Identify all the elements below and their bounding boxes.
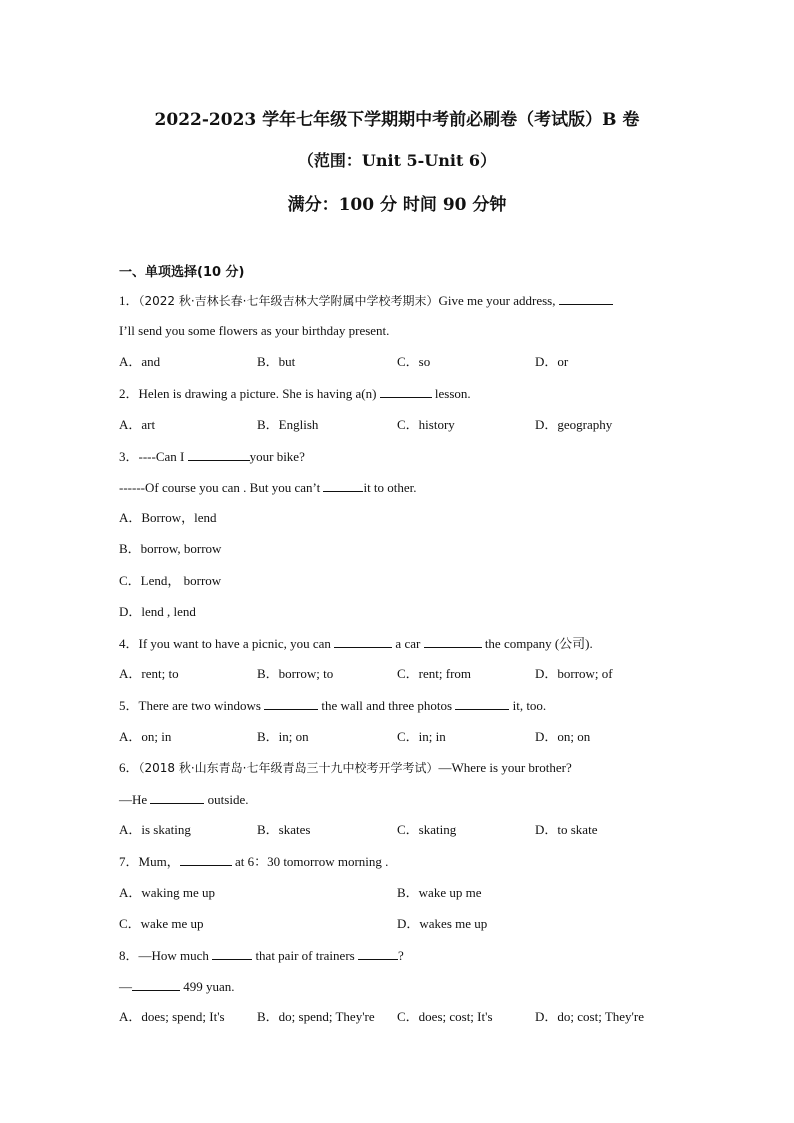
option-a: A．on; in: [119, 729, 172, 744]
question-6: [119, 760, 572, 776]
question-number: 2．: [119, 386, 139, 401]
question-text: it to other.: [363, 480, 417, 495]
question-number: 6．: [119, 760, 139, 775]
question-text: a car: [392, 636, 424, 651]
question-source: （2022 秋·吉林长春·七年级吉林大学附属中学校考期末）: [138, 294, 439, 308]
option-b: B．in; on: [257, 729, 309, 744]
section-heading: 一、单项选择(10 分): [119, 265, 245, 280]
option-c: C．history: [397, 417, 455, 432]
question-text: the company (公司).: [481, 636, 593, 651]
answer-blank: [264, 697, 318, 710]
question-5: [119, 697, 546, 714]
question-text: that pair of trainers: [252, 948, 358, 963]
option-c: C．skating: [397, 822, 457, 837]
question-number: 3．: [119, 449, 139, 464]
option-d: D．geography: [535, 417, 613, 432]
question-source: （2018 秋·山东青岛·七年级青岛三十九中校考开学考试）: [138, 761, 439, 775]
option-b: B．borrow; to: [257, 666, 334, 681]
question-1-continued: I’ll send you some flowers as your birthday present.: [119, 323, 390, 338]
question-text: ------Of course you can . But you can’t: [119, 480, 324, 495]
option-c: C．wake me up: [119, 916, 204, 931]
option-b: B．borrow, borrow: [119, 541, 222, 556]
answer-blank: [323, 479, 363, 492]
option-a: A．waking me up: [119, 885, 216, 900]
answer-blank: [188, 448, 250, 461]
question-1: [119, 292, 613, 309]
question-6-reply: [119, 791, 248, 808]
option-b: B．skates: [257, 822, 311, 837]
answer-blank: [380, 385, 432, 398]
question-3-reply: [119, 479, 417, 496]
question-7: [119, 853, 388, 870]
question-2: [119, 385, 471, 402]
question-8-reply: [119, 978, 235, 995]
answer-blank: [212, 947, 252, 960]
question-text: Helen is drawing a picture. She is having a(n): [138, 386, 380, 401]
question-4: [119, 635, 593, 652]
option-b: B．but: [257, 354, 296, 369]
option-d: D．or: [535, 354, 569, 369]
option-d: D．do; cost; They're: [535, 1009, 644, 1024]
question-number: 5．: [119, 698, 139, 713]
option-b: B．wake up me: [397, 885, 482, 900]
question-text: the wall and three photos: [318, 698, 456, 713]
option-a: A．does; spend; It's: [119, 1009, 225, 1024]
question-text: outside.: [204, 792, 249, 807]
question-text: Give me your address,: [438, 293, 559, 308]
question-text: ?: [397, 948, 404, 963]
option-a: A．art: [119, 417, 156, 432]
answer-blank: [559, 292, 613, 305]
exam-range: （范围：Unit 5-Unit 6）: [297, 151, 497, 170]
answer-blank: [180, 853, 232, 866]
question-text: ----Can I: [138, 449, 188, 464]
question-text: —He: [119, 792, 151, 807]
option-a: A．and: [119, 354, 161, 369]
question-number: 7．: [119, 854, 139, 869]
option-a: A．rent; to: [119, 666, 179, 681]
option-c: C．does; cost; It's: [397, 1009, 493, 1024]
question-text: 499 yuan.: [180, 979, 235, 994]
question-text: lesson.: [431, 386, 471, 401]
option-c: C．in; in: [397, 729, 446, 744]
answer-blank: [358, 947, 398, 960]
option-d: D．borrow; of: [535, 666, 613, 681]
question-text: at 6：30 tomorrow morning .: [231, 854, 389, 869]
answer-blank: [132, 978, 180, 991]
question-text: your bike?: [249, 449, 305, 464]
question-text: Mum，: [138, 854, 180, 869]
question-number: 4．: [119, 636, 139, 651]
option-b: B．do; spend; They're: [257, 1009, 375, 1024]
option-c: C．Lend， borrow: [119, 573, 222, 588]
option-c: C．rent; from: [397, 666, 472, 681]
question-3: [119, 448, 305, 465]
answer-blank: [150, 791, 204, 804]
question-8: [119, 947, 404, 964]
question-text: —: [119, 979, 132, 994]
question-text: it, too.: [509, 698, 547, 713]
option-b: B．English: [257, 417, 319, 432]
answer-blank: [424, 635, 482, 648]
option-c: C．so: [397, 354, 431, 369]
question-text: —Where is your brother?: [438, 760, 572, 775]
exam-title: 2022-2023 学年七年级下学期期中考前必刷卷（考试版）B 卷: [154, 110, 640, 130]
answer-blank: [455, 697, 509, 710]
question-text: If you want to have a picnic, you can: [138, 636, 335, 651]
option-d: D．on; on: [535, 729, 591, 744]
option-d: D．wakes me up: [397, 916, 488, 931]
answer-blank: [334, 635, 392, 648]
question-number: 1．: [119, 293, 139, 308]
option-d: D．lend , lend: [119, 604, 196, 619]
option-a: A．Borrow，lend: [119, 510, 217, 525]
option-a: A．is skating: [119, 822, 191, 837]
question-text: —How much: [138, 948, 213, 963]
question-number: 8．: [119, 948, 139, 963]
question-text: There are two windows: [138, 698, 265, 713]
exam-score-time: 满分：100 分 时间 90 分钟: [287, 195, 507, 215]
option-d: D．to skate: [535, 822, 598, 837]
